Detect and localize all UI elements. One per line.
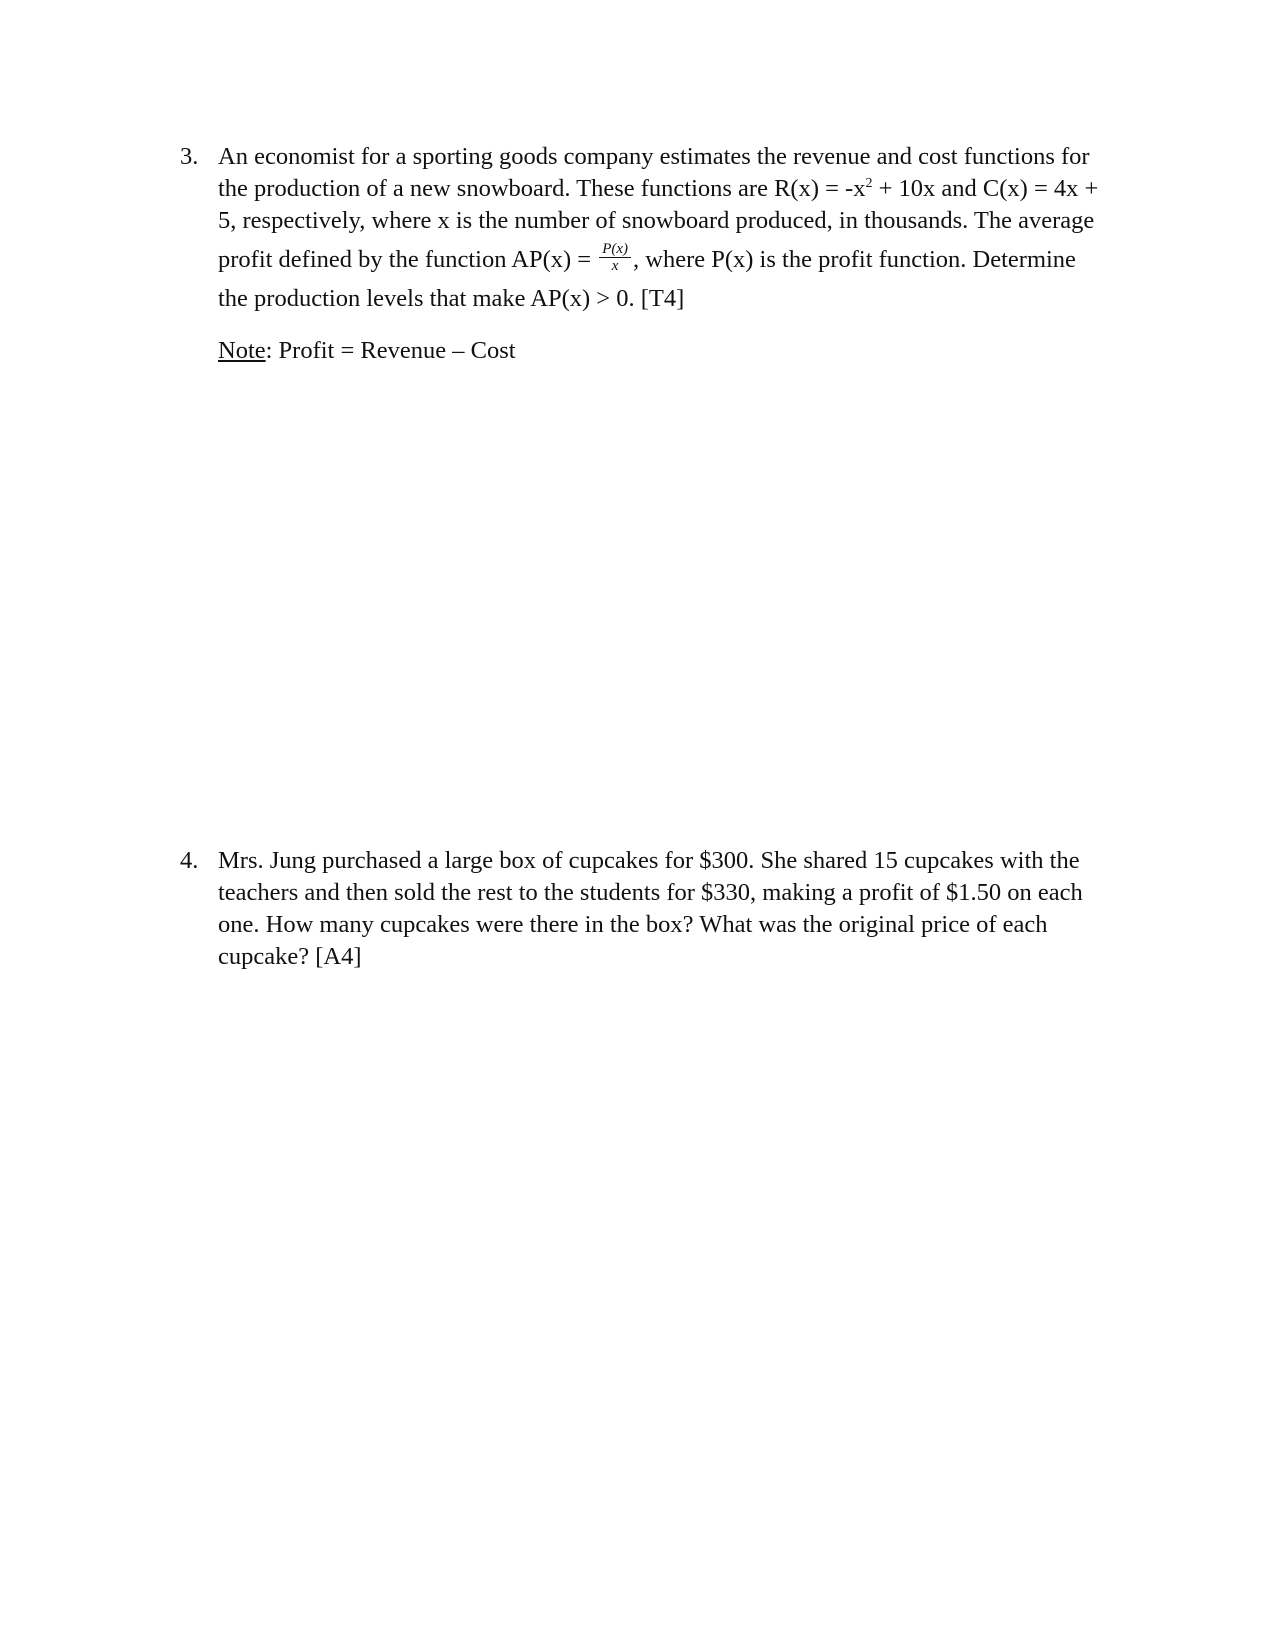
question-text-line: teachers and then sold the rest to the students for $330, making a profit of $1.50 on each — [218, 879, 1083, 906]
question-text-line: cupcake? [A4] — [218, 943, 362, 970]
question-text-line — [218, 173, 1099, 205]
question-text-line: Mrs. Jung purchased a large box of cupcakes for $300. She shared 15 cupcakes with the — [218, 847, 1080, 874]
note-line — [218, 335, 1080, 367]
fraction-denominator: x — [611, 257, 619, 274]
text-segment: + 10x and C(x) = 4x + — [872, 175, 1099, 202]
question-number: 4. — [180, 847, 199, 874]
exponent: 2 — [865, 176, 873, 191]
question-text-line: the production levels that make AP(x) > 0. [T4] — [218, 285, 685, 312]
text-segment: , where P(x) is the profit function. Determine — [633, 246, 1076, 273]
note-text: : Profit = Revenue – Cost — [265, 337, 516, 364]
question-text-line — [218, 237, 1080, 283]
question-text-line: 5, respectively, where x is the number of snowboard produced, in thousands. The average — [218, 207, 1095, 234]
question-3 — [180, 141, 1099, 367]
question-text-line: one. How many cupcakes were there in the box? What was the original price of each — [218, 911, 1048, 938]
question-number: 3. — [180, 143, 199, 170]
fraction-numerator: P(x) — [599, 241, 631, 258]
question-text-line: An economist for a sporting goods company estimates the revenue and cost functions for — [218, 143, 1090, 170]
text-segment: profit defined by the function AP(x) = — [218, 246, 598, 273]
question-4 — [180, 845, 1083, 973]
note-label: Note — [218, 337, 266, 364]
text-segment: the production of a new snowboard. These functions are R(x) = -x — [218, 175, 866, 202]
fraction — [599, 241, 631, 274]
